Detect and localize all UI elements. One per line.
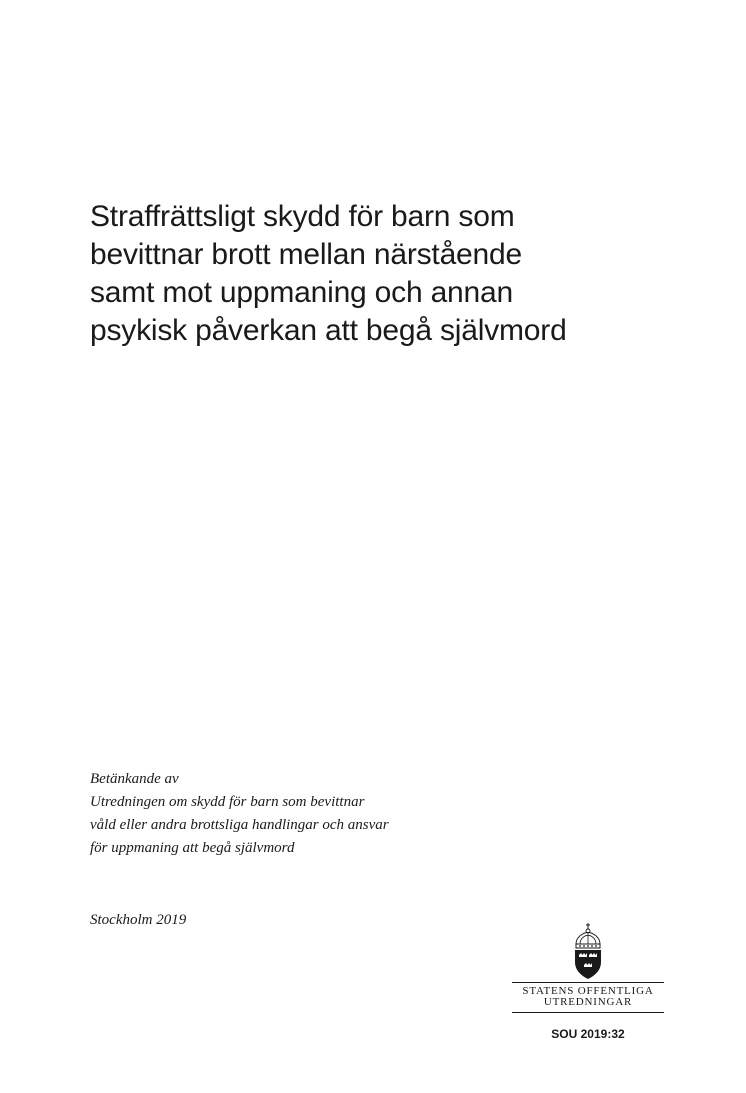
publisher-name-line1: STATENS OFFENTLIGA — [522, 985, 654, 997]
report-description — [90, 768, 610, 860]
publisher-logo — [512, 922, 664, 1013]
title-line: psykisk påverkan att begå självmord — [90, 314, 567, 347]
description-line: våld eller andra brottsliga handlingar och ansvar — [90, 817, 389, 833]
title-line: samt mot uppmaning och annan — [90, 276, 513, 309]
series-number: SOU 2019:32 — [551, 1027, 625, 1041]
place-year: Stockholm 2019 — [90, 912, 187, 928]
description-line: Utredningen om skydd för barn som bevittnar — [90, 794, 365, 810]
title-line: bevittnar brott mellan närstående — [90, 238, 522, 271]
description-line: Betänkande av — [90, 771, 179, 787]
document-title — [90, 198, 690, 350]
publisher-name-line2: UTREDNINGAR — [543, 996, 633, 1008]
three-crowns-emblem-icon — [568, 922, 608, 982]
publisher-name — [512, 983, 664, 1008]
title-line: Straffrättsligt skydd för barn som — [90, 200, 515, 233]
description-line: för uppmaning att begå självmord — [90, 840, 295, 856]
logo-bottom-rule — [512, 1012, 664, 1013]
